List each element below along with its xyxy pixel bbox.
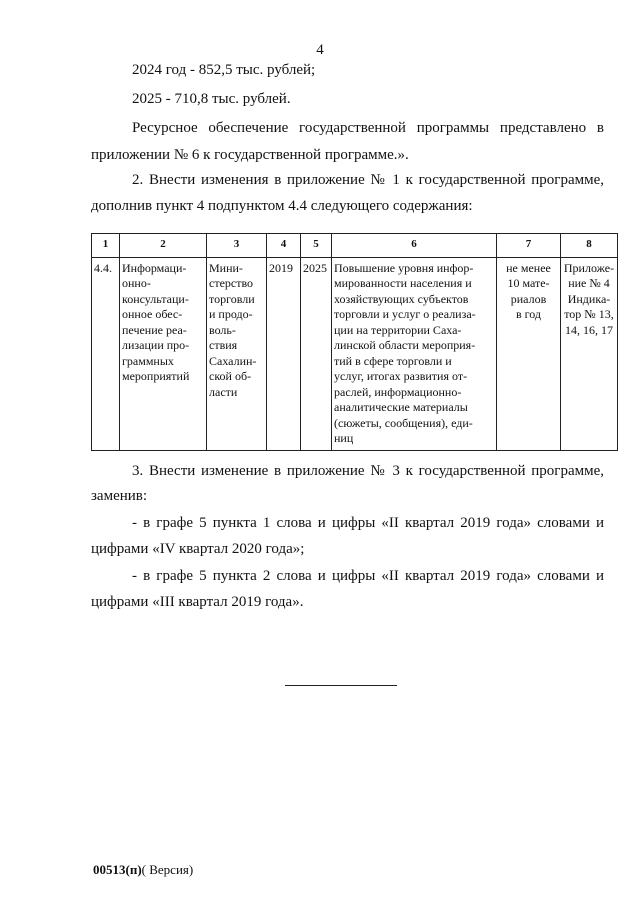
header-cell: 3 — [207, 234, 267, 258]
cell-expected-result: Повышение уровня инфор- мированности населения и хозяйствующих субъектов торговли и услуг о реализа- ции на территории Саха- линской области мероприя- тий в сфере торговли и услуг, итогах развития от- раслей, информационно- аналитические материалы (сюжеты, сообщения), еди- ниц — [332, 257, 497, 450]
header-cell: 4 — [267, 234, 301, 258]
cell-responsible: Мини- стерство торговли и продо- воль- ствия Сахалин- ской об- ласти — [207, 257, 267, 450]
header-cell: 8 — [561, 234, 618, 258]
funding-2024: 2024 год - 852,5 тыс. рублей; — [132, 62, 316, 78]
para3-line2: заменив: — [91, 488, 148, 504]
cell-target-value: не менее 10 мате- риалов в год — [497, 257, 561, 450]
amendment-table — [91, 233, 618, 451]
header-cell: 2 — [120, 234, 207, 258]
bullet1-line2: цифрами «IV квартал 2020 года»; — [91, 541, 305, 557]
para1-line1: Ресурсное обеспечение государственной программы представлено в — [132, 120, 604, 136]
table-header-row — [92, 234, 618, 258]
header-cell: 7 — [497, 234, 561, 258]
end-rule-divider — [285, 685, 397, 686]
table-row — [92, 257, 618, 450]
cell-indicator-link: Приложе- ние № 4 Индика- тор № 13, 14, 16, 17 — [561, 257, 618, 450]
para2-line1: 2. Внести изменения в приложение № 1 к государственной программе, — [132, 172, 604, 188]
funding-2025: 2025 - 710,8 тыс. рублей. — [132, 91, 291, 107]
cell-item-number: 4.4. — [92, 257, 120, 450]
para1-line2: приложении № 6 к государственной программе.». — [91, 147, 409, 163]
footer-version: ( Версия) — [141, 862, 194, 877]
para2-line2: дополнив пункт 4 подпунктом 4.4 следующего содержания: — [91, 198, 473, 214]
header-cell: 6 — [332, 234, 497, 258]
bullet2-line1: - в графе 5 пункта 2 слова и цифры «II квартал 2019 года» словами и — [132, 568, 604, 584]
header-cell: 5 — [301, 234, 332, 258]
footer-code: 00513(п) — [93, 862, 142, 877]
cell-end-year: 2025 — [301, 257, 332, 450]
page-number: 4 — [316, 42, 324, 58]
header-cell: 1 — [92, 234, 120, 258]
cell-activity-name: Информаци- онно- консультаци- онное обес- печение реа- лизации про- граммных мероприятий — [120, 257, 207, 450]
cell-start-year: 2019 — [267, 257, 301, 450]
para3-line1: 3. Внести изменение в приложение № 3 к государственной программе, — [132, 463, 604, 479]
document-footer — [93, 862, 193, 878]
bullet1-line1: - в графе 5 пункта 1 слова и цифры «II квартал 2019 года» словами и — [132, 515, 604, 531]
bullet2-line2: цифрами «III квартал 2019 года». — [91, 594, 304, 610]
